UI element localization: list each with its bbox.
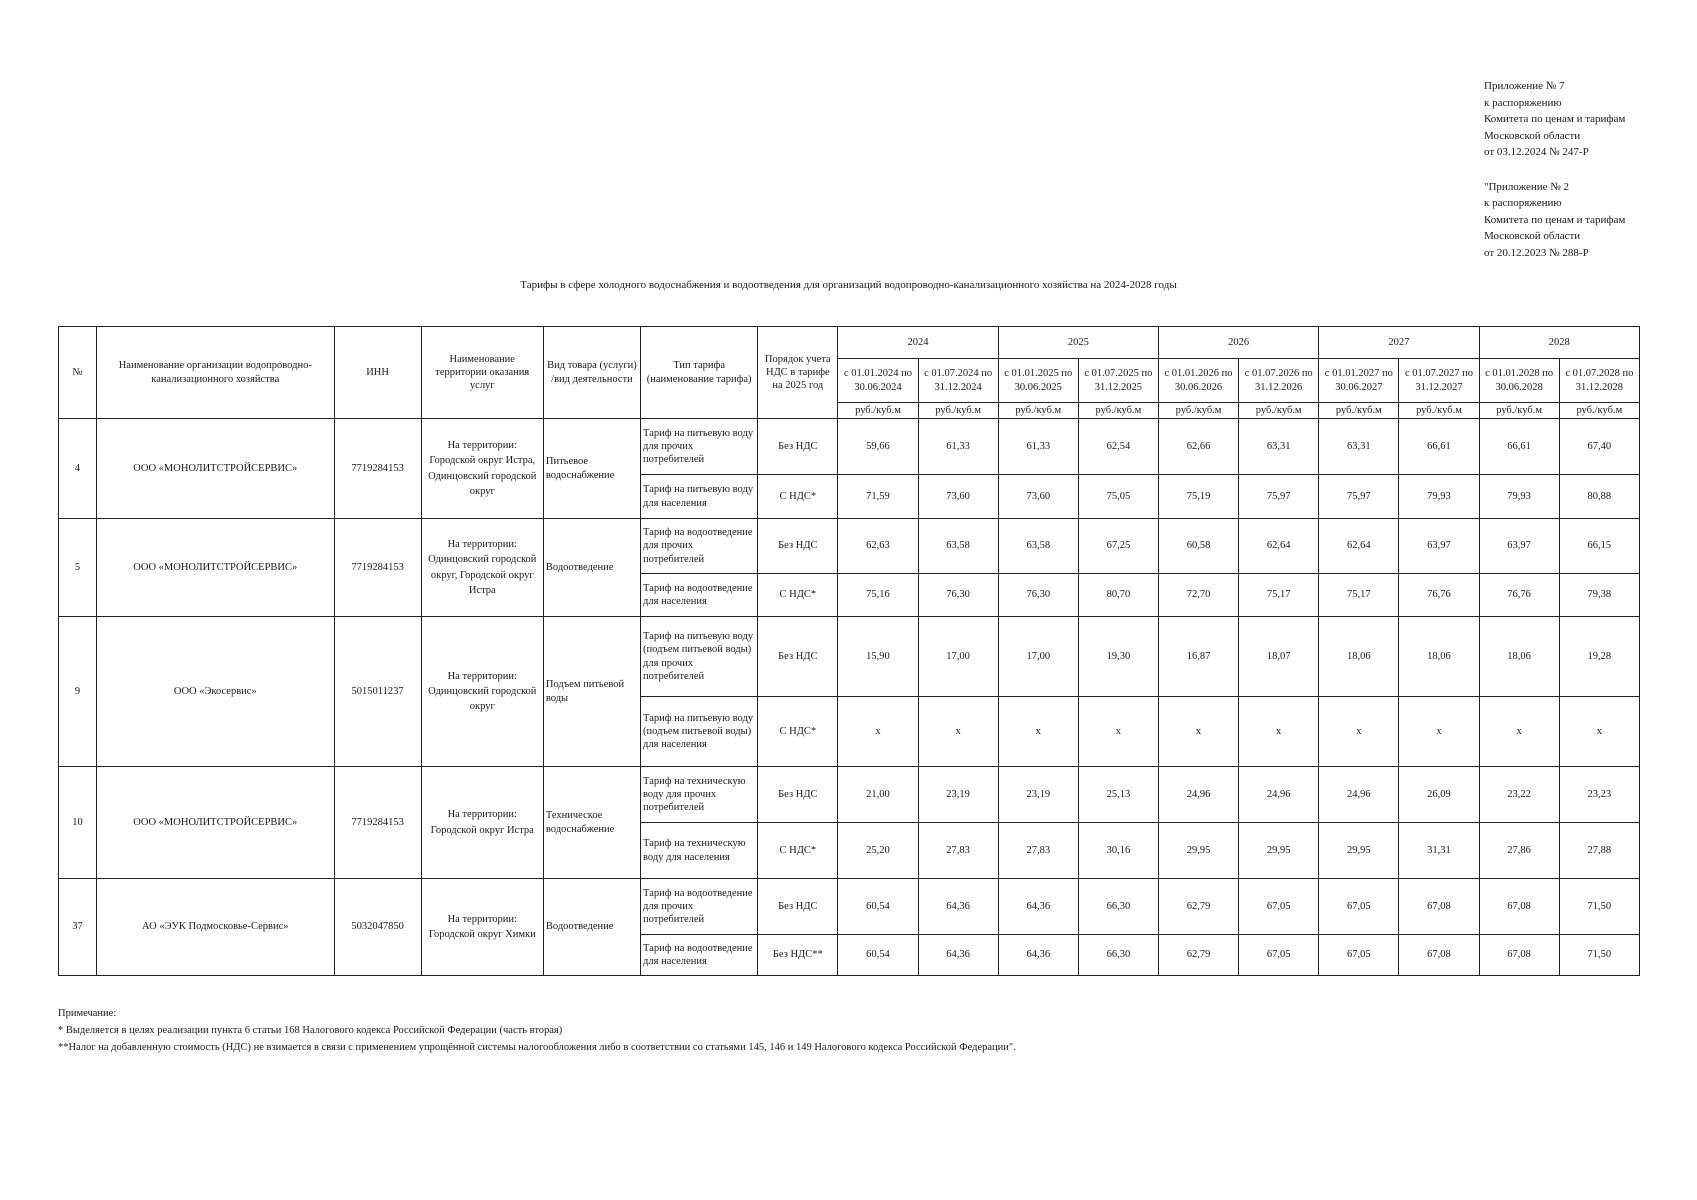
tariff-value: 67,08	[1399, 879, 1479, 935]
vat-mode: Без НДС**	[758, 935, 838, 976]
tariff-value: 63,31	[1239, 419, 1319, 475]
tariff-value: 27,83	[918, 823, 998, 879]
tariff-name: Тариф на питьевую воду для населения	[641, 475, 758, 519]
tariff-value: 23,23	[1559, 767, 1639, 823]
tariff-value: 61,33	[998, 419, 1078, 475]
tariff-value: 23,19	[998, 767, 1078, 823]
header-period: с 01.07.2028 по 31.12.2028	[1559, 359, 1639, 403]
tariff-value: x	[1559, 697, 1639, 767]
org-name: ООО «МОНОЛИТСТРОЙСЕРВИС»	[97, 419, 334, 519]
tariff-value: 64,36	[918, 935, 998, 976]
header-vat: Порядок учета НДС в тарифе на 2025 год	[758, 327, 838, 419]
tariff-value: 27,83	[998, 823, 1078, 879]
vat-mode: Без НДС	[758, 879, 838, 935]
tariff-name: Тариф на водоотведение для населения	[641, 574, 758, 617]
tariff-value: 75,17	[1319, 574, 1399, 617]
tariff-name: Тариф на питьевую воду для прочих потребителей	[641, 419, 758, 475]
header-unit: руб./куб.м	[1479, 403, 1559, 419]
tariff-value: 66,61	[1479, 419, 1559, 475]
inn: 5015011237	[334, 617, 421, 767]
header-year: 2024	[838, 327, 998, 359]
tariff-name: Тариф на техническую воду для населения	[641, 823, 758, 879]
document-title: Тарифы в сфере холодного водоснабжения и водоотведения для организаций водопроводно-канализационного хозяйства на 2024-2028 годы	[520, 279, 1177, 291]
tariff-value: 79,38	[1559, 574, 1639, 617]
header-unit: руб./куб.м	[1319, 403, 1399, 419]
service-kind: Подъем питьевой воды	[543, 617, 640, 767]
org-name: АО «ЭУК Подмосковье-Сервис»	[97, 879, 334, 976]
tariff-value: 18,06	[1479, 617, 1559, 697]
tariff-value: 31,31	[1399, 823, 1479, 879]
note-vat-included: * Выделяется в целях реализации пункта 6 статьи 168 Налогового кодекса Российской Федерации (часть вторая)	[58, 1025, 563, 1036]
tariff-value: 67,05	[1319, 879, 1399, 935]
tariff-value: 80,70	[1078, 574, 1158, 617]
tariff-value: 67,08	[1479, 935, 1559, 976]
tariff-value: 66,30	[1078, 935, 1158, 976]
tariff-value: 60,58	[1158, 519, 1238, 574]
header-unit: руб./куб.м	[998, 403, 1078, 419]
tariff-name: Тариф на питьевую воду (подъем питьевой воды) для прочих потребителей	[641, 617, 758, 697]
tariff-value: 63,31	[1319, 419, 1399, 475]
tariff-value: 24,96	[1319, 767, 1399, 823]
tariff-value: 71,59	[838, 475, 918, 519]
tariff-value: 16,87	[1158, 617, 1238, 697]
inn: 5032047850	[334, 879, 421, 976]
header-year: 2027	[1319, 327, 1479, 359]
header-unit: руб./куб.м	[1559, 403, 1639, 419]
tariff-value: 18,06	[1319, 617, 1399, 697]
tariff-value: 63,58	[998, 519, 1078, 574]
tariff-value: 73,60	[998, 475, 1078, 519]
row-num: 10	[59, 767, 97, 879]
header-period: с 01.01.2024 по 30.06.2024	[838, 359, 918, 403]
header-territory: Наименование территории оказания услуг	[421, 327, 543, 419]
header-kind: Вид товара (услуги) /вид деятельности	[543, 327, 640, 419]
header-period: с 01.07.2026 по 31.12.2026	[1239, 359, 1319, 403]
vat-mode: С НДС*	[758, 574, 838, 617]
tariff-value: 67,40	[1559, 419, 1639, 475]
header-unit: руб./куб.м	[1239, 403, 1319, 419]
tariff-value: 18,06	[1399, 617, 1479, 697]
note-vat-exempt: **Налог на добавленную стоимость (НДС) не взимается в связи с применением упрощённой системы налогообложения либо в соответствии со статьями 145, 146 и 149 Налогового кодекса Российской Федерации".	[58, 1042, 1016, 1053]
header-period: с 01.01.2025 по 30.06.2025	[998, 359, 1078, 403]
vat-mode: С НДС*	[758, 823, 838, 879]
header-org: Наименование организации водопроводно-канализационного хозяйства	[97, 327, 334, 419]
tariff-value: 80,88	[1559, 475, 1639, 519]
appendix-line: к распоряжению	[1484, 96, 1562, 109]
appendix-line: Комитета по ценам и тарифам	[1484, 213, 1626, 226]
tariff-value: 79,93	[1399, 475, 1479, 519]
table-row	[59, 879, 1640, 935]
tariff-value: 19,28	[1559, 617, 1639, 697]
tariff-value: 23,22	[1479, 767, 1559, 823]
service-kind: Питьевое водоснабжение	[543, 419, 640, 519]
tariff-value: 66,61	[1399, 419, 1479, 475]
tariff-value: 67,05	[1239, 879, 1319, 935]
header-unit: руб./куб.м	[1399, 403, 1479, 419]
tariff-value: 26,09	[1399, 767, 1479, 823]
tariff-value: 61,33	[918, 419, 998, 475]
tariff-value: 59,66	[838, 419, 918, 475]
tariff-value: 62,66	[1158, 419, 1238, 475]
table-row	[59, 767, 1640, 823]
header-unit: руб./куб.м	[838, 403, 918, 419]
tariff-value: 75,19	[1158, 475, 1238, 519]
tariff-value: x	[1399, 697, 1479, 767]
tariff-value: 27,86	[1479, 823, 1559, 879]
tariff-value: 64,36	[998, 935, 1078, 976]
service-kind: Техническое водоснабжение	[543, 767, 640, 879]
vat-mode: С НДС*	[758, 475, 838, 519]
tariff-value: 71,50	[1559, 879, 1639, 935]
tariff-value: 23,19	[918, 767, 998, 823]
tariff-value: 75,97	[1319, 475, 1399, 519]
tariff-value: 64,36	[918, 879, 998, 935]
tariff-value: 25,20	[838, 823, 918, 879]
appendix-line: к распоряжению	[1484, 197, 1562, 209]
vat-mode: Без НДС	[758, 419, 838, 475]
tariff-value: 72,70	[1158, 574, 1238, 617]
tariff-value: 60,54	[838, 879, 918, 935]
tariff-value: 60,54	[838, 935, 918, 976]
service-kind: Водоотведение	[543, 519, 640, 617]
tariff-value: 76,30	[998, 574, 1078, 617]
table-row	[59, 419, 1640, 475]
appendix-header	[1484, 78, 1625, 261]
appendix-line: Приложение № 7	[1484, 80, 1565, 92]
tariff-value: 62,54	[1078, 419, 1158, 475]
territory: На территории: Городской округ Истра	[421, 767, 543, 879]
tariff-value: 67,05	[1239, 935, 1319, 976]
tariff-value: 29,95	[1239, 823, 1319, 879]
tariff-value: 63,58	[918, 519, 998, 574]
tariff-value: 24,96	[1239, 767, 1319, 823]
territory: На территории: Одинцовский городской округ	[421, 617, 543, 767]
tariff-value: x	[998, 697, 1078, 767]
tariff-value: 24,96	[1158, 767, 1238, 823]
tariff-value: 64,36	[998, 879, 1078, 935]
appendix-line: Комитета по ценам и тарифам	[1484, 113, 1626, 125]
inn: 7719284153	[334, 519, 421, 617]
header-period: с 01.01.2027 по 30.06.2027	[1319, 359, 1399, 403]
tariff-value: 29,95	[1158, 823, 1238, 879]
tariff-value: 67,08	[1479, 879, 1559, 935]
tariff-value: 27,88	[1559, 823, 1639, 879]
header-period: с 01.07.2024 по 31.12.2024	[918, 359, 998, 403]
header-year: 2028	[1479, 327, 1639, 359]
row-num: 9	[59, 617, 97, 767]
tariff-value: 15,90	[838, 617, 918, 697]
tariff-name: Тариф на техническую воду для прочих потребителей	[641, 767, 758, 823]
table-row	[59, 617, 1640, 697]
tariff-value: 17,00	[998, 617, 1078, 697]
vat-mode: Без НДС	[758, 617, 838, 697]
tariff-value: 73,60	[918, 475, 998, 519]
row-num: 4	[59, 419, 97, 519]
tariff-value: 18,07	[1239, 617, 1319, 697]
header-tariff-type: Тип тарифа (наименование тарифа)	[641, 327, 758, 419]
tariff-value: x	[918, 697, 998, 767]
tariff-value: 79,93	[1479, 475, 1559, 519]
org-name: ООО «МОНОЛИТСТРОЙСЕРВИС»	[97, 767, 334, 879]
tariff-value: 62,64	[1319, 519, 1399, 574]
tariff-table	[58, 326, 1640, 976]
tariff-value: 66,15	[1559, 519, 1639, 574]
header-num: №	[59, 327, 97, 419]
tariff-value: x	[1239, 697, 1319, 767]
tariff-value: 19,30	[1078, 617, 1158, 697]
tariff-value: 17,00	[918, 617, 998, 697]
tariff-name: Тариф на водоотведение для прочих потребителей	[641, 879, 758, 935]
header-period: с 01.07.2025 по 31.12.2025	[1078, 359, 1158, 403]
tariff-value: 71,50	[1559, 935, 1639, 976]
inn: 7719284153	[334, 419, 421, 519]
tariff-value: 62,63	[838, 519, 918, 574]
tariff-value: 30,16	[1078, 823, 1158, 879]
tariff-value: 25,13	[1078, 767, 1158, 823]
header-unit: руб./куб.м	[1078, 403, 1158, 419]
tariff-name: Тариф на водоотведение для прочих потребителей	[641, 519, 758, 574]
org-name: ООО «МОНОЛИТСТРОЙСЕРВИС»	[97, 519, 334, 617]
tariff-value: 63,97	[1479, 519, 1559, 574]
tariff-value: 66,30	[1078, 879, 1158, 935]
header-unit: руб./куб.м	[918, 403, 998, 419]
header-period: с 01.07.2027 по 31.12.2027	[1399, 359, 1479, 403]
header-year: 2025	[998, 327, 1158, 359]
vat-mode: Без НДС	[758, 767, 838, 823]
tariff-value: 76,76	[1399, 574, 1479, 617]
appendix-line: от 03.12.2024 № 247-Р	[1484, 146, 1589, 158]
header-unit: руб./куб.м	[1158, 403, 1238, 419]
header-year: 2026	[1158, 327, 1318, 359]
territory: На территории: Одинцовский городской округ, Городской округ Истра	[421, 519, 543, 617]
tariff-name: Тариф на питьевую воду (подъем питьевой воды) для населения	[641, 697, 758, 767]
tariff-value: 75,05	[1078, 475, 1158, 519]
tariff-value: 75,16	[838, 574, 918, 617]
territory: На территории: Городской округ Химки	[421, 879, 543, 976]
tariff-value: 75,17	[1239, 574, 1319, 617]
tariff-value: x	[1158, 697, 1238, 767]
vat-mode: С НДС*	[758, 697, 838, 767]
tariff-value: x	[1319, 697, 1399, 767]
tariff-value: x	[838, 697, 918, 767]
tariff-value: 21,00	[838, 767, 918, 823]
tariff-value: x	[1078, 697, 1158, 767]
appendix-line: от 20.12.2023 № 288-Р	[1484, 246, 1589, 259]
service-kind: Водоотведение	[543, 879, 640, 976]
header-period: с 01.01.2028 по 30.06.2028	[1479, 359, 1559, 403]
tariff-value: 62,64	[1239, 519, 1319, 574]
header-period: с 01.01.2026 по 30.06.2026	[1158, 359, 1238, 403]
tariff-value: 29,95	[1319, 823, 1399, 879]
appendix-line: Московской области	[1484, 129, 1581, 142]
tariff-value: 67,25	[1078, 519, 1158, 574]
tariff-value: 67,05	[1319, 935, 1399, 976]
tariff-value: 76,76	[1479, 574, 1559, 617]
tariff-value: 62,79	[1158, 879, 1238, 935]
vat-mode: Без НДС	[758, 519, 838, 574]
row-num: 5	[59, 519, 97, 617]
org-name: ООО «Экосервис»	[97, 617, 334, 767]
tariff-name: Тариф на водоотведение для населения	[641, 935, 758, 976]
tariff-value: x	[1479, 697, 1559, 767]
tariff-value: 62,79	[1158, 935, 1238, 976]
appendix-line: Московской области	[1484, 230, 1581, 242]
appendix-line: "Приложение № 2	[1484, 180, 1570, 193]
territory: На территории: Городской округ Истра, Одинцовский городской округ	[421, 419, 543, 519]
header-inn: ИНН	[334, 327, 421, 419]
inn: 7719284153	[334, 767, 421, 879]
table-row	[59, 519, 1640, 574]
row-num: 37	[59, 879, 97, 976]
tariff-value: 67,08	[1399, 935, 1479, 976]
notes-section	[58, 1005, 1016, 1056]
notes-heading: Примечание:	[58, 1008, 117, 1019]
tariff-value: 63,97	[1399, 519, 1479, 574]
tariff-value: 75,97	[1239, 475, 1319, 519]
tariff-value: 76,30	[918, 574, 998, 617]
